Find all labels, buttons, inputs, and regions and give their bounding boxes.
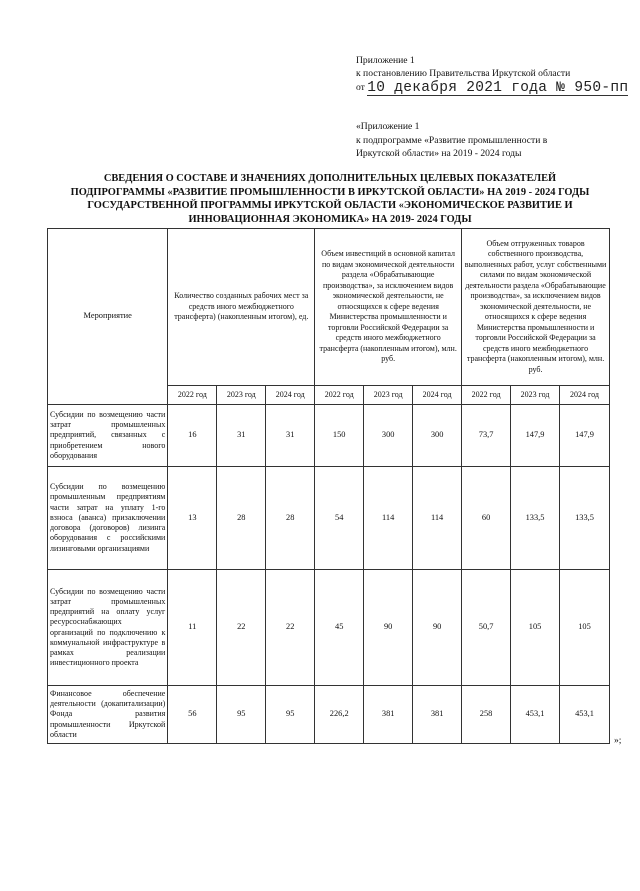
value-cell: 28 (217, 467, 266, 570)
value-cell: 11 (168, 570, 217, 686)
value-cell: 258 (462, 686, 511, 744)
year-header: 2022 год (462, 386, 511, 405)
event-cell: Субсидии по возмещению промышленным предприятиям части затрат на уплату 1-го взноса (аванса) призаключении договора (договоров) лизинга оборудования с российскими лизинговыми организациями (48, 467, 168, 570)
value-cell: 90 (413, 570, 462, 686)
event-cell: Финансовое обеспечение деятельности (докапитализации) Фонда развития промышленности Иркутской области (48, 686, 168, 744)
table-row (48, 686, 610, 744)
subprogram-period: Иркутской области» на 2019 - 2024 годы (356, 148, 522, 159)
value-cell: 16 (168, 405, 217, 467)
year-header: 2023 год (511, 386, 560, 405)
table-row (48, 570, 610, 686)
title-line-3: ГОСУДАРСТВЕННОЙ ПРОГРАММЫ ИРКУТСКОЙ ОБЛАСТИ «ЭКОНОМИЧЕСКОЕ РАЗВИТИЕ И (87, 200, 573, 212)
value-cell: 95 (217, 686, 266, 744)
appendix-block-resolution (356, 54, 628, 96)
indicator-header-jobs: Количество созданных рабочих мест за средств иного межбюджетного трансферта) (накопленным итогом), ед. (168, 229, 315, 386)
value-cell: 73,7 (462, 405, 511, 467)
value-cell: 13 (168, 467, 217, 570)
value-cell: 114 (364, 467, 413, 570)
value-cell: 105 (560, 570, 610, 686)
table-row (48, 467, 610, 570)
indicator-header-shipments: Объем отгруженных товаров собственного производства, выполненных работ, услуг собственными силами по видам экономической деятельности раздела «Обрабатывающие производства», за исключением видов экономической деятельности, не относящихся к сфере ведения Министерства промышленности и торговли Российской Федерации за средств иного межбюджетного трансферта (накопленным итогом), млн. руб. (462, 229, 610, 386)
appendix-date-line (356, 80, 628, 96)
table-header-row (48, 229, 610, 386)
title-line-4: ИННОВАЦИОННАЯ ЭКОНОМИКА» НА 2019- 2024 ГОДЫ (188, 213, 472, 225)
appendix-block-subprogram (356, 120, 616, 161)
indicator-header-investment: Объем инвестиций в основной капитал по видам экономической деятельности раздела «Обрабатывающие производства», за исключением видов экономической деятельности, не относящихся к сфере ведения Министерства промышленности и торговли Российской Федерации за средств иного межбюджетного трансферта (накопленным итогом), млн. руб. (315, 229, 462, 386)
value-cell: 453,1 (511, 686, 560, 744)
value-cell: 50,7 (462, 570, 511, 686)
appendix-label-2: «Приложение 1 (356, 121, 420, 132)
appendix-resolution-ref: к постановлению Правительства Иркутской области (356, 68, 571, 79)
value-cell: 226,2 (315, 686, 364, 744)
from-label: от (356, 82, 365, 93)
indicators-table (47, 228, 610, 744)
value-cell: 114 (413, 467, 462, 570)
title-line-2: ПОДПРОГРАММЫ «РАЗВИТИЕ ПРОМЫШЛЕННОСТИ В ИРКУТСКОЙ ОБЛАСТИ» НА 2019 - 2024 ГОДЫ (70, 186, 590, 198)
year-header: 2023 год (364, 386, 413, 405)
value-cell: 453,1 (560, 686, 610, 744)
date-number-stamp: 10 декабря 2021 года № 950-пп (367, 80, 629, 96)
event-column-header: Мероприятие (48, 229, 168, 405)
title-line-1: СВЕДЕНИЯ О СОСТАВЕ И ЗНАЧЕНИЯХ ДОПОЛНИТЕЛЬНЫХ ЦЕЛЕВЫХ ПОКАЗАТЕЛЕЙ (103, 173, 557, 184)
value-cell: 381 (364, 686, 413, 744)
value-cell: 90 (364, 570, 413, 686)
value-cell: 150 (315, 405, 364, 467)
value-cell: 381 (413, 686, 462, 744)
value-cell: 31 (266, 405, 315, 467)
value-cell: 147,9 (511, 405, 560, 467)
value-cell: 300 (364, 405, 413, 467)
event-cell: Субсидии по возмещению части затрат промышленных предприятий на оплату услуг ресурсоснабжающих организаций по подключению к коммунальной инфраструктуре в рамках реализации инвестиционного проекта (48, 570, 168, 686)
year-header: 2022 год (168, 386, 217, 405)
value-cell: 133,5 (511, 467, 560, 570)
closing-quote: »; (614, 735, 622, 746)
value-cell: 147,9 (560, 405, 610, 467)
value-cell: 22 (266, 570, 315, 686)
event-cell: Субсидии по возмещению части затрат промышленных предприятий, связанных с приобретением нового оборудования (48, 405, 168, 467)
year-header: 2022 год (315, 386, 364, 405)
value-cell: 45 (315, 570, 364, 686)
date-stamp-underline (367, 80, 628, 96)
value-cell: 31 (217, 405, 266, 467)
value-cell: 22 (217, 570, 266, 686)
value-cell: 28 (266, 467, 315, 570)
appendix-label: Приложение 1 (356, 55, 415, 66)
value-cell: 56 (168, 686, 217, 744)
value-cell: 133,5 (560, 467, 610, 570)
year-header: 2024 год (266, 386, 315, 405)
year-header: 2024 год (413, 386, 462, 405)
value-cell: 54 (315, 467, 364, 570)
year-header: 2023 год (217, 386, 266, 405)
value-cell: 95 (266, 686, 315, 744)
year-header: 2024 год (560, 386, 610, 405)
value-cell: 300 (413, 405, 462, 467)
table-row (48, 405, 610, 467)
document-title (40, 172, 620, 226)
subprogram-ref: к подпрограмме «Развитие промышленности в (356, 134, 548, 146)
value-cell: 105 (511, 570, 560, 686)
value-cell: 60 (462, 467, 511, 570)
